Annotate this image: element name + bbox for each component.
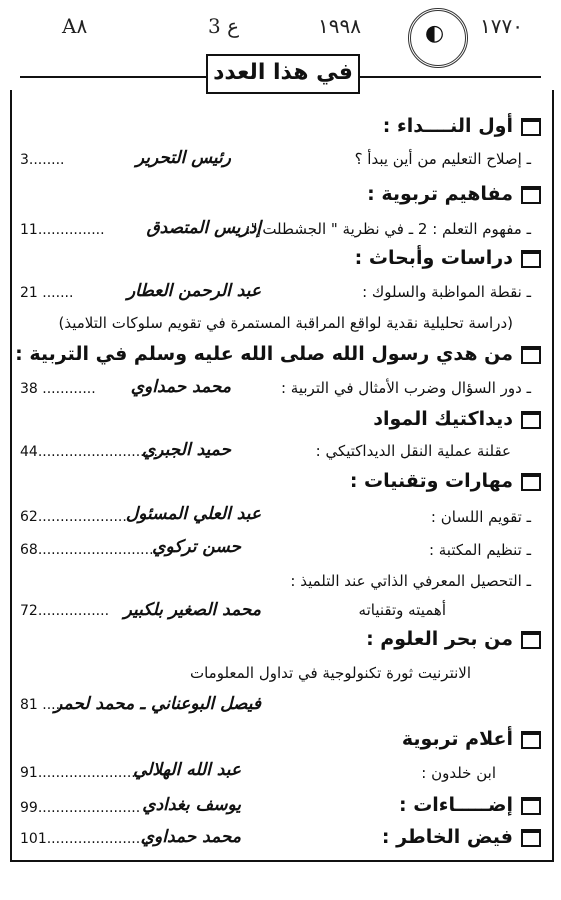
checkbox-icon <box>521 411 541 429</box>
toc-page: 91........................ <box>20 765 145 781</box>
section-heading <box>20 628 541 650</box>
toc-page: 44............................ <box>20 444 163 460</box>
toc-item: ـ إصلاح التعليم من أين يبدأ ؟ <box>354 150 531 168</box>
section-heading <box>20 183 541 205</box>
section-title: مفاهيم تربوية : <box>367 183 513 205</box>
toc-item: ـ تقويم اللسان : <box>430 508 531 526</box>
toc-page: 101........................ <box>20 831 154 847</box>
toc-item: ـ مفهوم التعلم : 2 ـ في نظرية " الجشطلت ": <box>245 220 531 238</box>
section-heading <box>20 408 541 430</box>
toc-author: يوسف بغدادي <box>142 795 241 815</box>
toc-author: حسن تركوي <box>152 537 241 557</box>
toc-author: حميد الجبري <box>141 440 231 460</box>
toc-item-continued: أهميته وتقنياته <box>358 601 446 619</box>
toc-author: محمد حمداوي <box>130 377 231 397</box>
toc-page: 38 ............ <box>20 381 96 397</box>
toc-author: عبد الرحمن العطار <box>126 281 261 301</box>
toc-page: 11............... <box>20 222 105 238</box>
handwritten-code: A٨ <box>62 14 88 38</box>
handwritten-number: ١٧٧٠ <box>480 14 523 38</box>
section-title: دراسات وأبحاث : <box>354 247 513 269</box>
toc-page: 68............................ <box>20 542 163 558</box>
page-title: في هذا العدد <box>206 54 360 94</box>
handwritten-issue: 3 ع <box>208 14 240 38</box>
stamp-glyph: ◐ <box>425 21 445 46</box>
section-title: أعلام تربوية <box>401 728 513 750</box>
toc-item: ابن خلدون : <box>421 764 496 782</box>
checkbox-icon <box>521 473 541 491</box>
section-heading <box>20 247 541 269</box>
toc-author: عبد العلي المسئول <box>125 504 261 524</box>
toc-page: 99....................... <box>20 800 141 816</box>
checkbox-icon <box>521 731 541 749</box>
section-title: فيض الخاطر : <box>381 826 513 848</box>
toc-page: 62..................... <box>20 509 132 525</box>
section-title: من هدي رسول الله صلى الله عليه وسلم في التربية : <box>15 343 513 365</box>
toc-author: محمد الصغير بلكبير <box>123 600 261 620</box>
toc-page: 72................ <box>20 603 110 619</box>
section-title: أول النــــداء : <box>382 115 513 137</box>
checkbox-icon <box>521 631 541 649</box>
toc-note: (دراسة تحليلية نقدية لواقع المراقبة المستمرة في تقويم سلوكات التلاميذ) <box>58 314 513 332</box>
toc-author: عبد الله الهلالي <box>133 760 241 780</box>
section-heading <box>20 728 541 750</box>
section-title: مهارات وتقنيات : <box>349 470 513 492</box>
toc-page: 81 ..... <box>20 697 65 713</box>
section-title: من بحر العلوم : <box>366 628 513 650</box>
toc-item: ـ التحصيل المعرفي الذاتي عند التلميذ : <box>290 572 531 590</box>
checkbox-icon <box>521 250 541 268</box>
section-heading <box>20 470 541 492</box>
section-title: إضـــــاءات : <box>398 794 513 816</box>
toc-author: محمد حمداوي <box>140 827 241 847</box>
section-title: ديداكتيك المواد <box>373 408 513 430</box>
section-heading <box>15 343 541 365</box>
checkbox-icon <box>521 118 541 136</box>
checkbox-icon <box>521 346 541 364</box>
library-stamp <box>408 8 468 68</box>
toc-item: ـ نقطة المواظبة والسلوك : <box>362 283 531 301</box>
toc-author: فيصل البوعناني ـ محمد لحمر <box>54 694 261 714</box>
toc-author: رئيس التحرير <box>135 148 231 168</box>
toc-item: عقلنة عملية النقل الديداكتيكي : <box>315 442 511 460</box>
toc-author: إدريس المتصدق <box>146 218 261 238</box>
toc-page: 3........ <box>20 152 65 168</box>
checkbox-icon <box>521 797 541 815</box>
toc-item: الانترنيت ثورة تكنولوجية في تداول المعلومات <box>189 664 471 682</box>
handwritten-year: ١٩٩٨ <box>318 14 361 38</box>
toc-item: ـ تنظيم المكتبة : <box>428 541 531 559</box>
toc-page: 21 ....... <box>20 285 74 301</box>
checkbox-icon <box>521 829 541 847</box>
checkbox-icon <box>521 186 541 204</box>
toc-item: ـ دور السؤال وضرب الأمثال في التربية : <box>280 379 531 397</box>
section-heading <box>20 115 541 137</box>
